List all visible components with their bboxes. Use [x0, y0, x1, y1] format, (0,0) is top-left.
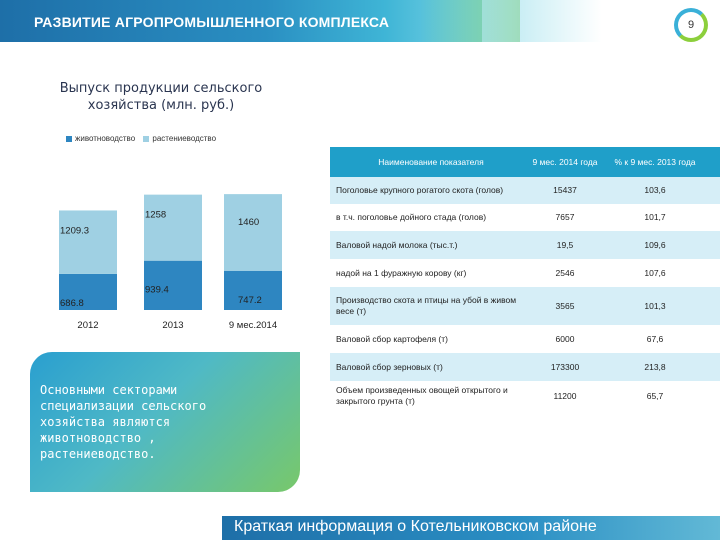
cell-value-percent: 213,8: [644, 361, 666, 372]
cell-value-percent: 101,7: [644, 212, 666, 222]
category-label-0: 2012: [77, 320, 99, 331]
cell-value-9m-2014: 7657: [555, 212, 575, 222]
legend-item-livestock: [66, 134, 137, 143]
chart-title-line-1: Выпуск продукции сельского: [59, 81, 263, 96]
value-label-livestock-2: 747.2: [238, 294, 262, 306]
cell-name: Объем произведенных овощей открытого и закрытого грунта (т): [336, 385, 508, 406]
value-label-livestock-0: 686.8: [60, 297, 84, 309]
cell-value-9m-2014: 6000: [555, 333, 575, 344]
cell-value-9m-2014: 173300: [550, 361, 580, 372]
header-fade: [482, 0, 602, 42]
cell-name: Валовой сбор картофеля (т): [336, 333, 448, 344]
page-number: 9: [687, 19, 695, 31]
cell-value-9m-2014: 3565: [555, 300, 575, 311]
cell-value-percent: 65,7: [646, 390, 664, 401]
value-label-crops-1: 1258: [145, 209, 167, 221]
cell-name: в т.ч. поголовье дойного стада (голов): [336, 212, 487, 222]
value-label-livestock-1: 939.4: [145, 284, 169, 296]
table-row: [330, 325, 720, 353]
bar-crops-2: [224, 194, 282, 271]
cell-value-9m-2014: 2546: [555, 267, 575, 278]
cell-name: Валовой надой молока (тыс.т.): [336, 239, 458, 250]
stacked-bar-chart: [44, 150, 294, 340]
cell-value-percent: 67,6: [646, 333, 664, 344]
table-row: [330, 287, 720, 325]
table-header: [330, 147, 720, 177]
legend-swatch-crops: [143, 136, 149, 142]
info-box: [30, 352, 300, 492]
cell-value-9m-2014: 19,5: [556, 239, 574, 250]
footer-banner: [222, 516, 720, 540]
legend-label-crops: растениеводство: [152, 134, 217, 143]
table-row: [330, 381, 720, 411]
footer-text: Краткая информация о Котельниковском районе: [234, 518, 597, 535]
cell-value-percent: 101,3: [644, 300, 666, 311]
legend-item-crops: [143, 134, 216, 143]
table-row: [330, 231, 720, 259]
cell-value-percent: 103,6: [644, 185, 666, 195]
cell-name: Производство скота и птицы на убой в живом весе (т): [336, 295, 517, 316]
cell-name: надой на 1 фуражную корову (кг): [336, 267, 467, 278]
bar-crops-1: [144, 195, 202, 261]
table-row: [330, 177, 720, 204]
legend-swatch-livestock: [66, 136, 72, 142]
legend-label-livestock: животноводство: [75, 134, 136, 143]
header-percent: % к 9 мес. 2013 года: [614, 156, 696, 167]
header-9m-2014: 9 мес. 2014 года: [532, 156, 598, 167]
table-row: [330, 204, 720, 231]
info-text: Основными секторами специализации сельского хозяйства являются животноводство , растениеводство.: [40, 383, 207, 461]
category-label-2: 9 мес.2014: [228, 320, 278, 331]
page-title: РАЗВИТИЕ АГРОПРОМЫШЛЕННОГО КОМПЛЕКСА: [34, 14, 390, 30]
chart-title-line-2: хозяйства (млн. руб.): [87, 98, 235, 113]
table-row: [330, 259, 720, 287]
cell-name: Поголовье крупного рогатого скота (голов): [336, 185, 504, 195]
table-row: [330, 353, 720, 381]
chart-legend: [66, 134, 222, 143]
chart-title: [56, 80, 266, 114]
page-number-badge: [674, 8, 708, 42]
bar-crops-0: [59, 210, 117, 273]
cell-value-9m-2014: 11200: [553, 390, 577, 401]
category-label-1: 2013: [162, 320, 184, 331]
cell-value-9m-2014: 15437: [553, 185, 577, 195]
header-name: Наименование показателя: [378, 156, 484, 167]
cell-value-percent: 109,6: [644, 239, 666, 250]
cell-value-percent: 107,6: [644, 267, 666, 278]
value-label-crops-2: 1460: [238, 217, 260, 229]
cell-name: Валовой сбор зерновых (т): [336, 361, 443, 372]
value-label-crops-0: 1209.3: [60, 225, 90, 237]
